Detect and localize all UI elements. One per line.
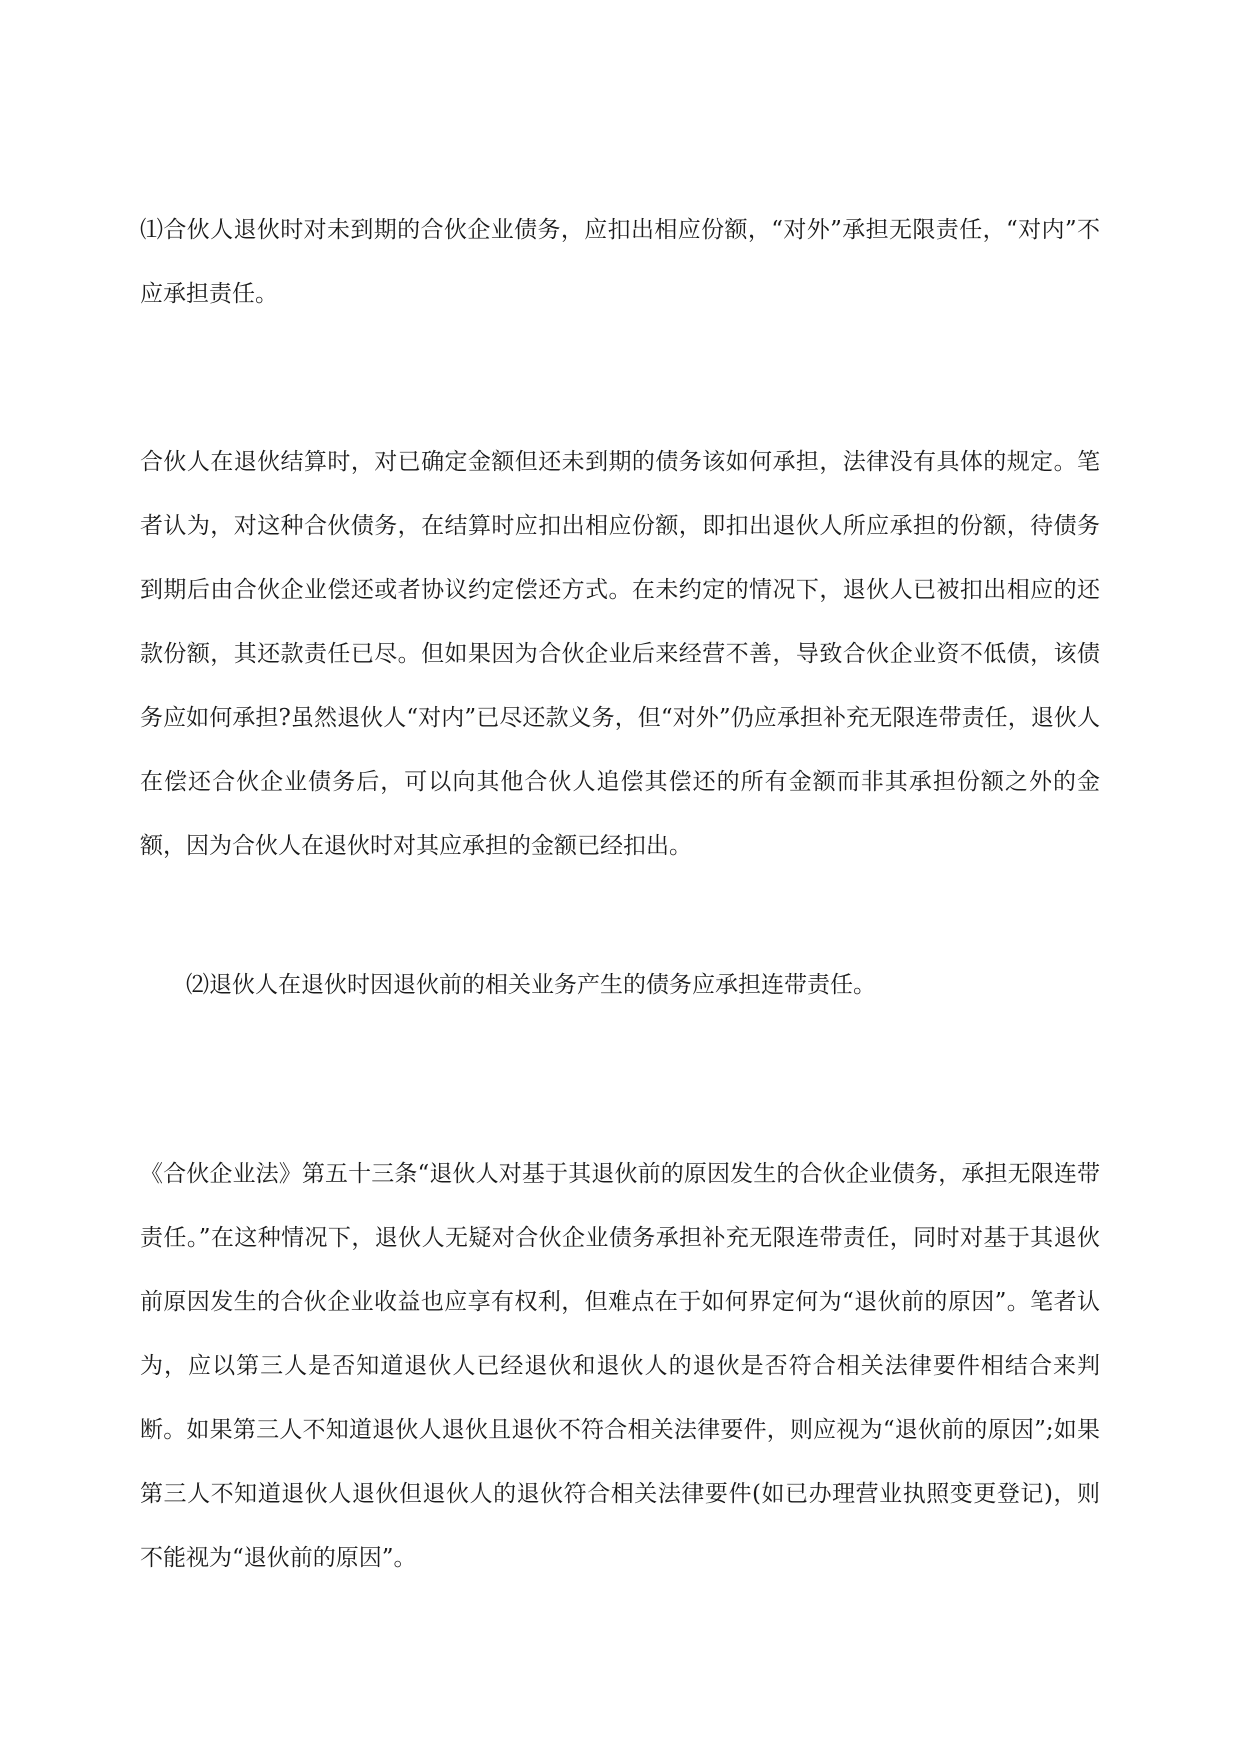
paragraph-1: ⑴合伙人退伙时对未到期的合伙企业债务，应扣出相应份额，“对外”承担无限责任，“对内”不应承担责任。	[140, 217, 1100, 307]
paragraph-3: ⑵退伙人在退伙时因退伙前的相关业务产生的债务应承担连带责任。	[186, 972, 876, 998]
paragraph-2: 合伙人在退伙结算时，对已确定金额但还未到期的债务该如何承担，法律没有具体的规定。笔者认为，对这种合伙债务，在结算时应扣出相应份额，即扣出退伙人所应承担的份额，待债务到期后由合伙企业偿还或者协议约定偿还方式。在未约定的情况下，退伙人已被扣出相应的还款份额，其还款责任已尽。但如果因为合伙企业后来经营不善，导致合伙企业资不低债，该债务应如何承担?虽然退伙人“对内”已尽还款义务，但“对外”仍应承担补充无限连带责任，退伙人在偿还合伙企业债务后，可以向其他合伙人追偿其偿还的所有金额而非其承担份额之外的金额，因为合伙人在退伙时对其应承担的金额已经扣出。	[140, 449, 1100, 859]
paragraph-4: 《合伙企业法》第五十三条“退伙人对基于其退伙前的原因发生的合伙企业债务，承担无限连带责任。”在这种情况下，退伙人无疑对合伙企业债务承担补充无限连带责任，同时对基于其退伙前原因发生的合伙企业收益也应享有权利，但难点在于如何界定何为“退伙前的原因”。笔者认为，应以第三人是否知道退伙人已经退伙和退伙人的退伙是否符合相关法律要件相结合来判断。如果第三人不知道退伙人退伙且退伙不符合相关法律要件，则应视为“退伙前的原因”;如果第三人不知道退伙人退伙但退伙人的退伙符合相关法律要件(如已办理营业执照变更登记)，则不能视为“退伙前的原因”。	[140, 1161, 1100, 1571]
